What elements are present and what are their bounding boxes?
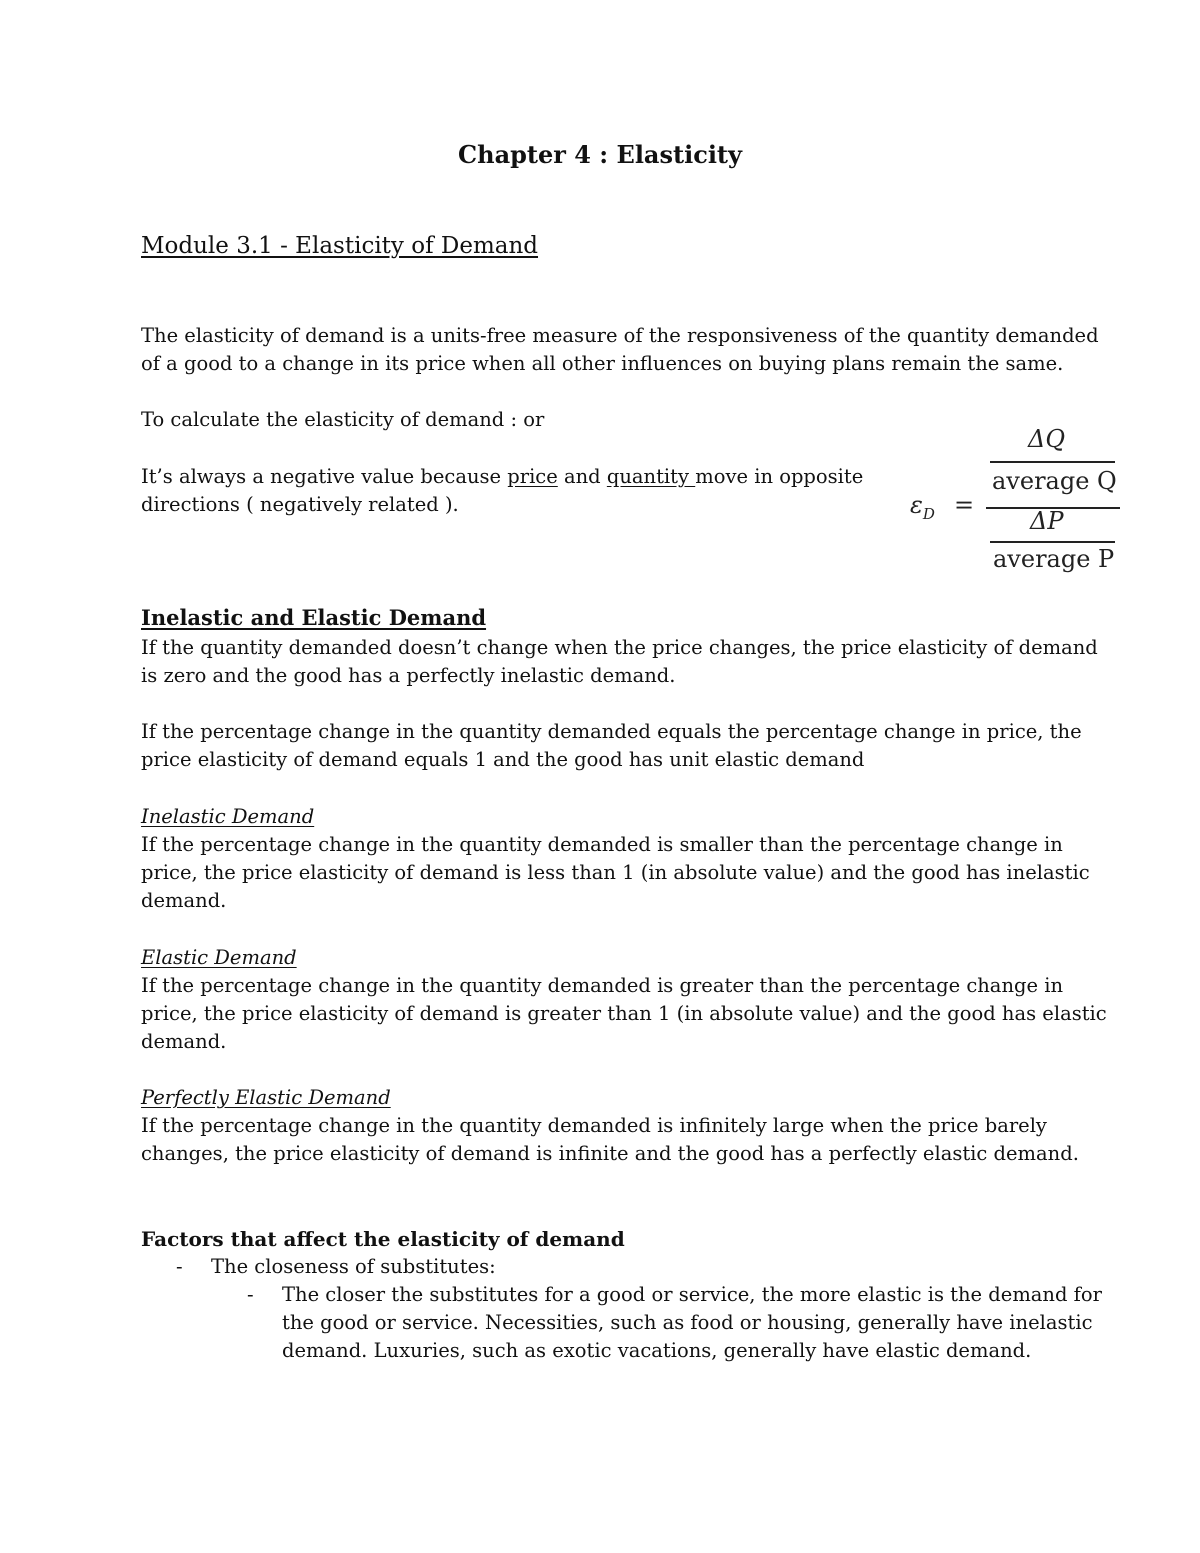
elastic-demand-heading: Elastic Demand	[141, 946, 297, 969]
formula-delta-q: ΔQ	[1028, 425, 1066, 453]
formula-epsilon: $\varepsilon_D$	[910, 491, 935, 523]
formula-average-q: average Q	[992, 467, 1117, 495]
and-word: and	[557, 465, 607, 488]
chapter-title: Chapter 4 : Elasticity	[458, 140, 742, 169]
formula-equals: =	[954, 491, 975, 519]
negative-line-1	[141, 463, 863, 491]
formula-average-p: average P	[993, 545, 1115, 573]
formula-numerator-bar	[990, 461, 1115, 463]
module-heading: Module 3.1 - Elasticity of Demand	[141, 233, 539, 259]
negative-line-2: directions ( negatively related ).	[141, 493, 459, 516]
factor-sub-line-1: The closer the substitutes for a good or service, the more elastic is the demand for	[282, 1283, 1102, 1306]
formula-denominator-bar	[990, 541, 1115, 543]
list-bullet-1: -	[176, 1255, 183, 1278]
negative-text-b: move in opposite	[695, 465, 864, 488]
ie-p2-line-2: price elasticity of demand equals 1 and the good has unit elastic demand	[141, 748, 865, 771]
ie-p1-line-2: is zero and the good has a perfectly inelastic demand.	[141, 664, 676, 687]
inelastic-elastic-heading: Inelastic and Elastic Demand	[141, 605, 487, 630]
intro-line-1: The elasticity of demand is a units-free measure of the responsiveness of the quantity demanded	[141, 324, 1099, 347]
perfectly-elastic-heading: Perfectly Elastic Demand	[141, 1086, 391, 1109]
factor-sub-line-2: the good or service. Necessities, such as food or housing, generally have inelastic	[282, 1311, 1093, 1334]
elastic-line-3: demand.	[141, 1030, 227, 1053]
factor-item-1: The closeness of substitutes:	[211, 1255, 496, 1278]
ie-p2-line-1: If the percentage change in the quantity demanded equals the percentage change in price, the	[141, 720, 1082, 743]
elastic-line-1: If the percentage change in the quantity demanded is greater than the percentage change in	[141, 974, 1064, 997]
inelastic-line-2: price, the price elasticity of demand is less than 1 (in absolute value) and the good has inelastic	[141, 861, 1090, 884]
calculate-text: To calculate the elasticity of demand : or	[141, 408, 545, 431]
factor-sub-line-3: demand. Luxuries, such as exotic vacations, generally have elastic demand.	[282, 1339, 1032, 1362]
inelastic-demand-heading: Inelastic Demand	[141, 805, 315, 828]
factors-heading: Factors that affect the elasticity of demand	[141, 1227, 625, 1251]
inelastic-line-3: demand.	[141, 889, 227, 912]
negative-text-a: It’s always a negative value because	[141, 465, 508, 488]
elastic-line-2: price, the price elasticity of demand is greater than 1 (in absolute value) and the good has elastic	[141, 1002, 1107, 1025]
price-word: price	[507, 465, 558, 488]
formula-delta-p: ΔP	[1030, 507, 1064, 535]
ie-p1-line-1: If the quantity demanded doesn’t change when the price changes, the price elasticity of demand	[141, 636, 1098, 659]
intro-line-2: of a good to a change in its price when all other influences on buying plans remain the same.	[141, 352, 1064, 375]
perfectly-elastic-line-1: If the percentage change in the quantity demanded is infinitely large when the price barely	[141, 1114, 1047, 1137]
list-bullet-2: -	[247, 1283, 254, 1306]
inelastic-line-1: If the percentage change in the quantity demanded is smaller than the percentage change in	[141, 833, 1063, 856]
perfectly-elastic-line-2: changes, the price elasticity of demand is infinite and the good has a perfectly elastic demand.	[141, 1142, 1079, 1165]
elasticity-formula	[910, 425, 1125, 580]
quantity-word: quantity	[606, 465, 696, 488]
